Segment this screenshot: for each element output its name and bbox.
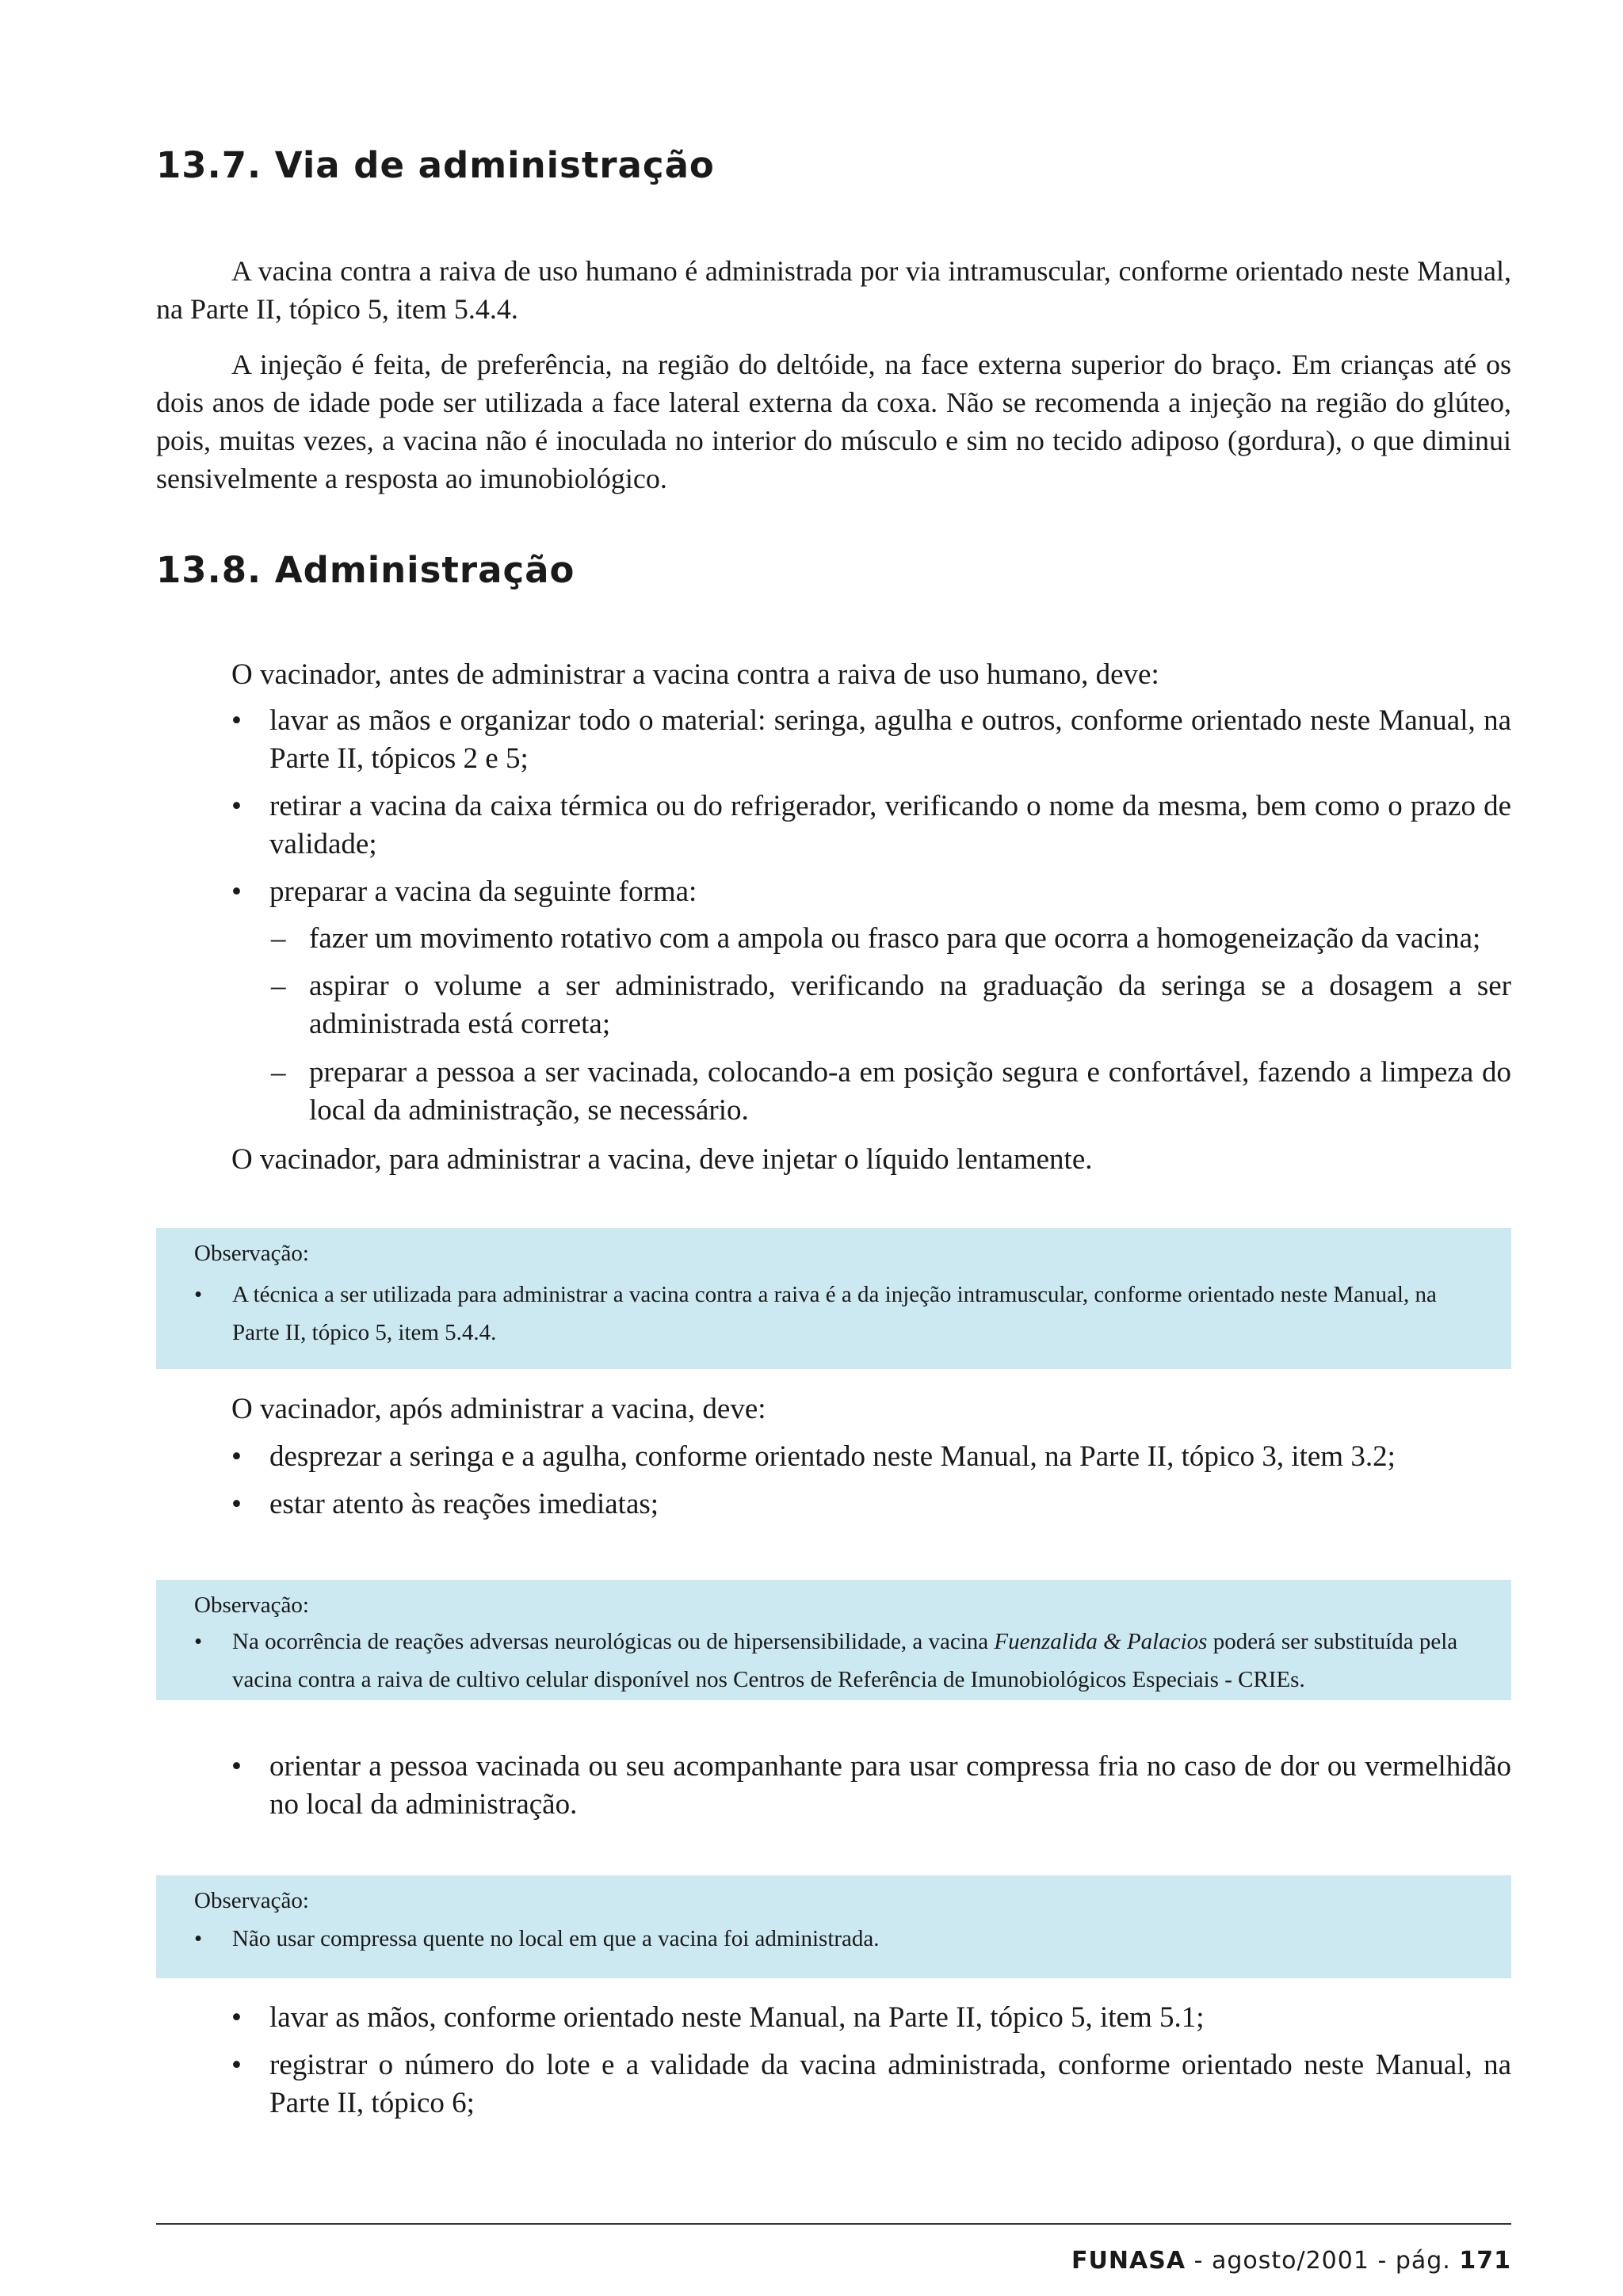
note-text: Não usar compressa quente no local em que a vacina foi administrada. <box>232 1926 880 1951</box>
list-item <box>231 1999 1511 2037</box>
list-item-text: lavar as mãos, conforme orientado neste Manual, na Parte II, tópico 5, item 5.1; <box>269 2001 1205 2034</box>
paragraph-injection-site: A injeção é feita, de preferência, na região do deltóide, na face externa superior do braço. Em crianças até os dois anos de idade pode ser utilizada a face lateral externa da coxa. Não se recomenda a injeção na região do glúteo, pois, muitas vezes, a vacina não é inoculada no interior do músculo e sim no tecido adiposo (gordura), o que diminui sensivelmente a resposta ao imunobiológico. <box>156 349 1511 494</box>
bullet-icon: • <box>194 1926 203 1951</box>
bullet-icon: • <box>231 790 242 822</box>
note-text <box>232 1623 1473 1699</box>
sub-list-item <box>271 967 1511 1043</box>
sub-list-item <box>271 1054 1511 1130</box>
note-text-start: Na ocorrência de reações adversas neurológicas ou de hipersensibilidade, a vacina <box>232 1629 995 1654</box>
sub-list-item-text: preparar a pessoa a ser vacinada, colocando-a em posição segura e confortável, fazendo a limpeza do local da administração, se necessário. <box>309 1056 1511 1127</box>
paragraph-inject-slowly: O vacinador, para administrar a vacina, deve injetar o líquido lentamente. <box>231 1143 1093 1176</box>
sub-list-item-text: fazer um movimento rotativo com a ampola ou frasco para que ocorra a homogeneização da vacina; <box>309 922 1481 955</box>
paragraph-before-admin: O vacinador, antes de administrar a vacina contra a raiva de uso humano, deve: <box>231 658 1159 691</box>
bullet-icon: • <box>194 1629 203 1654</box>
list-item-text: lavar as mãos e organizar todo o material: seringa, agulha e outros, conforme orientado neste Manual, na Parte II, tópicos 2 e 5; <box>269 704 1511 775</box>
note-box-adverse-reactions <box>156 1580 1511 1700</box>
list-item-text: retirar a vacina da caixa térmica ou do refrigerador, verificando o nome da mesma, bem como o prazo de validade; <box>269 790 1511 860</box>
paragraph-route-intro: A vacina contra a raiva de uso humano é administrada por via intramuscular, conforme orientado neste Manual, na Parte II, tópico 5, item 5.4.4. <box>156 255 1511 325</box>
note-title: Observação: <box>194 1888 309 1913</box>
section-title-13-7: 13.7. Via de administração <box>156 144 715 186</box>
note-box-technique <box>156 1228 1511 1369</box>
dash-icon: – <box>271 922 286 955</box>
list-item <box>231 873 1511 911</box>
note-box-no-hot-compress <box>156 1875 1511 1978</box>
dash-icon: – <box>271 1056 286 1089</box>
footer-divider <box>156 2223 1511 2225</box>
bullet-icon: • <box>231 875 242 908</box>
page-number: 171 <box>1459 2247 1511 2275</box>
footer-date: - agosto/2001 - pág. <box>1186 2247 1460 2275</box>
bullet-icon: • <box>231 2049 242 2081</box>
section-title-13-8: 13.8. Administração <box>156 549 575 591</box>
list-item-text: estar atento às reações imediatas; <box>269 1488 659 1520</box>
note-title: Observação: <box>194 1592 309 1618</box>
list-item-text: orientar a pessoa vacinada ou seu acompanhante para usar compressa fria no caso de dor ou vermelhidão no local da administração. <box>269 1750 1511 1821</box>
note-text: A técnica a ser utilizada para administrar a vacina contra a raiva é a da injeção intramuscular, conforme orientado neste Manual, na Parte II, tópico 5, item 5.4.4. <box>232 1282 1437 1345</box>
list-item-text: preparar a vacina da seguinte forma: <box>269 875 697 908</box>
list-item <box>231 1748 1511 1824</box>
list-item <box>231 1486 1511 1524</box>
sub-list-item-text: aspirar o volume a ser administrado, verificando na graduação da seringa se a dosagem a ser administrada está correta; <box>309 970 1511 1040</box>
page-footer <box>1071 2247 1511 2275</box>
list-item <box>231 702 1511 778</box>
vaccine-name: Fuenzalida & Palacios <box>994 1629 1208 1654</box>
bullet-icon: • <box>231 1488 242 1520</box>
list-item <box>231 788 1511 864</box>
bullet-icon: • <box>231 2001 242 2034</box>
list-item <box>231 2046 1511 2122</box>
paragraph-after-admin: O vacinador, após administrar a vacina, deve: <box>231 1393 766 1425</box>
note-item <box>194 1276 1473 1352</box>
list-item <box>231 1438 1511 1476</box>
note-text-end: poderá ser substituída pela vacina contra a raiva de cultivo celular disponível nos Centros de Referência de Imunobiológicos Especiais - CRIEs. <box>232 1629 1458 1692</box>
bullet-icon: • <box>194 1282 203 1307</box>
sub-list-item <box>271 920 1511 958</box>
bullet-icon: • <box>231 1440 242 1473</box>
note-title: Observação: <box>194 1241 309 1266</box>
dash-icon: – <box>271 970 286 1002</box>
list-item-text: desprezar a seringa e a agulha, conforme orientado neste Manual, na Parte II, tópico 3, item 3.2; <box>269 1440 1396 1473</box>
bullet-icon: • <box>231 704 242 737</box>
list-item-text: registrar o número do lote e a validade da vacina administrada, conforme orientado neste Manual, na Parte II, tópico 6; <box>269 2049 1511 2119</box>
note-item <box>194 1623 1473 1699</box>
bullet-icon: • <box>231 1750 242 1783</box>
footer-brand: FUNASA <box>1071 2247 1186 2275</box>
note-item <box>194 1920 1473 1958</box>
